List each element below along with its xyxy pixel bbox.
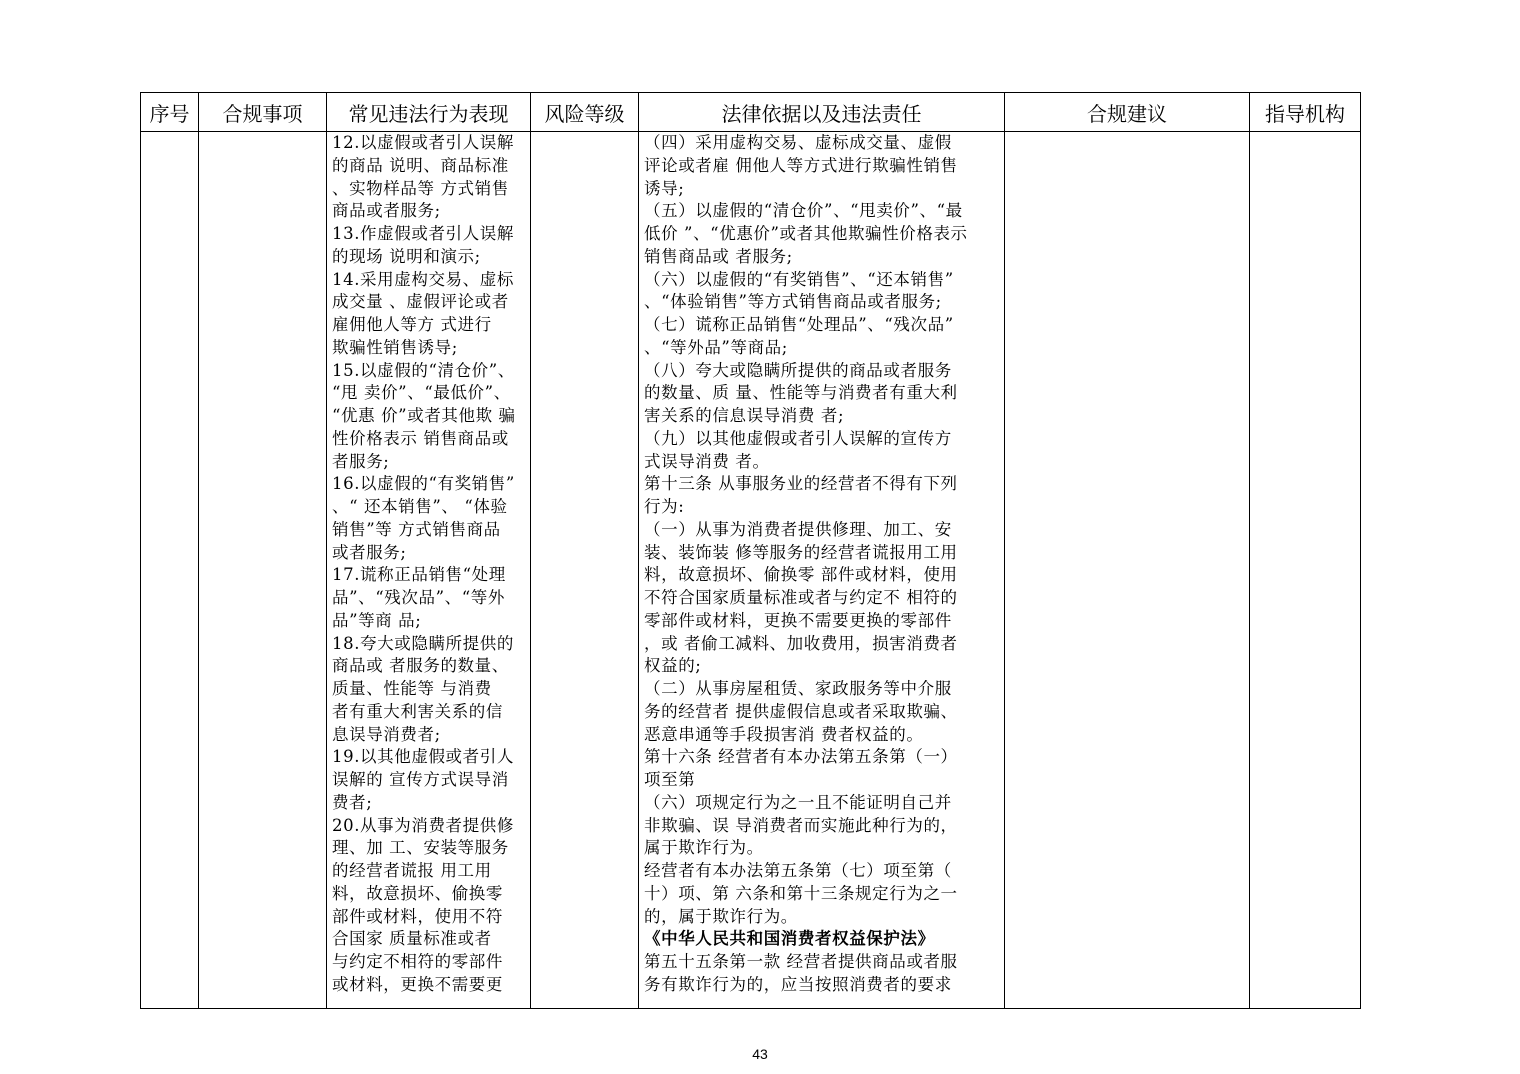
behavior-line: 20.从事为消费者提供修	[332, 815, 514, 835]
behavior-line: “优惠 价”或者其他欺 骗	[332, 406, 516, 425]
behavior-line: 、实物样品等 方式销售	[332, 178, 509, 198]
cell-behavior	[327, 132, 531, 1009]
legal-line: 低价 ”、“优惠价”或者其他欺骗性价格表示	[644, 224, 968, 243]
header-risk: 风险等级	[531, 93, 639, 132]
cell-agency	[1250, 132, 1361, 1009]
behavior-line: 费者;	[332, 792, 373, 812]
legal-line: 非欺骗、误 导消费者而实施此种行为的，	[644, 815, 958, 835]
behavior-line: 误解的 宣传方式误导消	[332, 770, 509, 789]
behavior-line: 16.以虚假的“有奖销售”	[332, 474, 515, 494]
behavior-line: 质量、性能等 与消费	[332, 679, 492, 698]
cell-seq	[141, 132, 199, 1009]
legal-line: 的数量、质 量、性能等与消费者有重大利	[644, 383, 958, 403]
behavior-line: 成交量 、虚假评论或者	[332, 292, 509, 312]
legal-line: 评论或者雇 佣他人等方式进行欺骗性销售	[644, 155, 958, 175]
legal-line: 害关系的信息误导消费 者;	[644, 406, 845, 425]
cell-legal	[639, 132, 1005, 1009]
compliance-table	[140, 92, 1361, 1009]
behavior-line: 商品或 者服务的数量、	[332, 656, 509, 676]
header-row	[141, 93, 1361, 132]
header-seq: 序号	[141, 93, 199, 132]
legal-line: 恶意串通等手段损害消 费者权益的。	[644, 724, 924, 744]
behavior-line: 或者服务;	[332, 542, 407, 562]
legal-line: 务的经营者 提供虚假信息或者采取欺骗、	[644, 701, 958, 721]
legal-line: 式误导消费 者。	[644, 451, 770, 471]
cell-advice	[1005, 132, 1250, 1009]
behavior-line: 品”、“残次品”、“等外	[332, 588, 505, 607]
legal-line: （六）以虚假的“有奖销售”、“还本销售”	[644, 269, 954, 289]
legal-line: 属于欺诈行为。	[644, 838, 764, 858]
legal-line: （一）从事为消费者提供修理、加工、安	[644, 519, 952, 539]
legal-line: 销售商品或 者服务;	[644, 246, 793, 266]
behavior-line: 部件或材料，使用不符	[332, 906, 503, 926]
legal-line: 《中华人民共和国消费者权益保护法》	[644, 929, 935, 949]
legal-line: （五）以虚假的“清仓价”、“甩卖价”、“最	[644, 201, 963, 221]
header-legal: 法律依据以及违法责任	[639, 93, 1005, 132]
behavior-line: 销售”等 方式销售商品	[332, 519, 501, 539]
behavior-line: 欺骗性销售诱导;	[332, 337, 458, 357]
behavior-line: 者有重大利害关系的信	[332, 701, 503, 721]
behavior-line: 商品或者服务;	[332, 201, 441, 221]
behavior-line: 料，故意损坏、偷换零	[332, 883, 503, 903]
behavior-line: 18.夸大或隐瞒所提供的	[332, 633, 514, 653]
behavior-text	[327, 132, 530, 997]
behavior-line: 、“ 还本销售”、 “体验	[332, 497, 508, 516]
behavior-line: 15.以虚假的“清仓价”、	[332, 360, 515, 380]
legal-line: 经营者有本办法第五条第（七）项至第（	[644, 861, 952, 880]
behavior-line: 12.以虚假或者引人误解	[332, 133, 514, 152]
legal-line: （七）谎称正品销售“处理品”、“残次品”	[644, 315, 954, 334]
behavior-line: 13.作虚假或者引人误解	[332, 224, 514, 243]
legal-line: （六）项规定行为之一且不能证明自己并	[644, 792, 952, 812]
legal-line: 务有欺诈行为的，应当按照消费者的要求	[644, 974, 952, 994]
header-matter: 合规事项	[199, 93, 327, 132]
behavior-line: 或材料，更换不需要更	[332, 974, 503, 994]
page-number: 43	[752, 1046, 768, 1062]
legal-line: ，或 者偷工减料、加收费用，损害消费者	[644, 633, 958, 653]
legal-line: 行为:	[644, 497, 685, 516]
legal-line: 装、装饰装 修等服务的经营者谎报用工用	[644, 542, 958, 562]
legal-line: 、“体验销售”等方式销售商品或者服务;	[644, 292, 942, 312]
behavior-line: 的经营者谎报 用工用	[332, 861, 492, 880]
cell-matter	[199, 132, 327, 1009]
behavior-line: 的商品 说明、商品标准	[332, 155, 509, 175]
behavior-line: 息误导消费者;	[332, 724, 441, 744]
legal-line: 第五十五条第一款 经营者提供商品或者服	[644, 952, 958, 971]
legal-line: 十）项、第 六条和第十三条规定行为之一	[644, 883, 958, 903]
legal-line: 零部件或材料，更换不需要更换的零部件	[644, 610, 952, 630]
legal-line: 料，故意损坏、偷换零 部件或材料，使用	[644, 565, 958, 585]
legal-line: 不符合国家质量标准或者与约定不 相符的	[644, 588, 958, 607]
legal-line: 项至第	[644, 770, 696, 789]
behavior-line: 品”等商 品;	[332, 610, 422, 630]
behavior-line: “甩 卖价”、“最低价”、	[332, 383, 511, 403]
behavior-line: 者服务;	[332, 451, 390, 471]
behavior-line: 性价格表示 销售商品或	[332, 428, 509, 448]
header-agency: 指导机构	[1250, 93, 1361, 132]
legal-line: 权益的;	[644, 656, 702, 676]
behavior-line: 14.采用虚构交易、虚标	[332, 269, 514, 289]
legal-line: （九）以其他虚假或者引人误解的宣传方	[644, 428, 952, 448]
behavior-line: 合国家 质量标准或者	[332, 929, 492, 949]
legal-line: 、“等外品”等商品;	[644, 337, 788, 357]
table-row	[141, 132, 1361, 1009]
legal-line: 的，属于欺诈行为。	[644, 906, 798, 926]
behavior-line: 理、加 工、安装等服务	[332, 838, 509, 858]
legal-line: 诱导;	[644, 178, 685, 198]
legal-line: （四）采用虚构交易、虚标成交量、虚假	[644, 133, 952, 152]
behavior-line: 19.以其他虚假或者引人	[332, 747, 514, 767]
behavior-line: 17.谎称正品销售“处理	[332, 565, 506, 585]
header-advice: 合规建议	[1005, 93, 1250, 132]
cell-risk	[531, 132, 639, 1009]
header-behavior: 常见违法行为表现	[327, 93, 531, 132]
legal-line: （二）从事房屋租赁、家政服务等中介服	[644, 679, 952, 698]
legal-line: （八）夸大或隐瞒所提供的商品或者服务	[644, 360, 952, 380]
behavior-line: 的现场 说明和演示;	[332, 246, 481, 266]
behavior-line: 与约定不相符的零部件	[332, 952, 503, 971]
legal-line: 第十六条 经营者有本办法第五条第（一）	[644, 747, 958, 767]
legal-line: 第十三条 从事服务业的经营者不得有下列	[644, 474, 958, 494]
behavior-line: 雇佣他人等方 式进行	[332, 315, 492, 334]
legal-text	[639, 132, 1004, 997]
